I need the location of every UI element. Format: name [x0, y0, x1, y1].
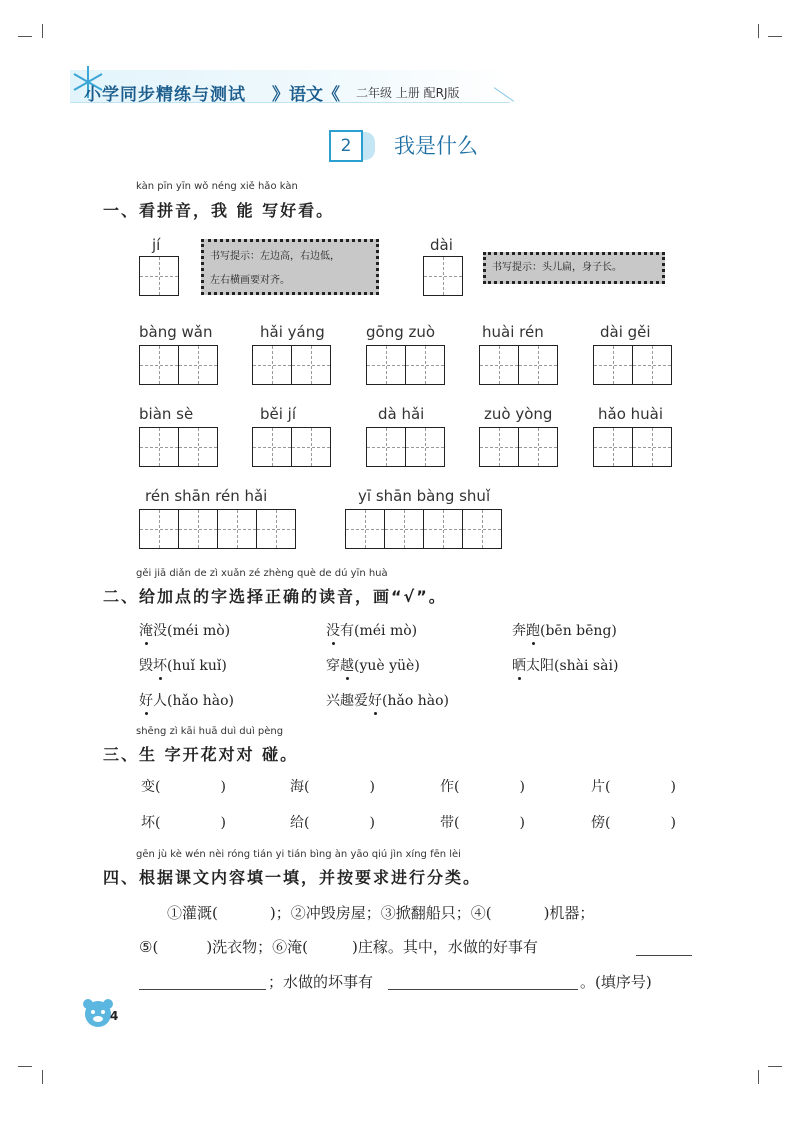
char-blank[interactable]: 变( ) [141, 779, 226, 795]
reading-item[interactable]: 兴趣爱好(hǎo hào) [326, 690, 449, 710]
dotted-char: 坏 [153, 655, 167, 675]
section3-title: 三、生 字开花对对 碰。 [103, 745, 299, 764]
crop-mark [42, 24, 43, 38]
dotted-char: 淹 [139, 620, 153, 640]
crop-mark [42, 1070, 43, 1084]
word-pinyin: biàn sè [139, 405, 194, 423]
lesson-title: 我是什么 [394, 134, 478, 158]
char-blank[interactable]: 傍( ) [591, 815, 676, 831]
char2-grid[interactable] [423, 256, 463, 296]
word-pinyin: dà hǎi [378, 405, 425, 423]
subject-label: 》语文《 [272, 85, 340, 105]
word-grid[interactable] [366, 427, 445, 467]
crop-mark [768, 36, 782, 37]
char-blank[interactable]: 坏( ) [141, 815, 226, 831]
word-grid[interactable] [139, 345, 218, 385]
answer-line[interactable] [636, 955, 692, 956]
word-grid[interactable] [593, 427, 672, 467]
word-pinyin: yī shān bàng shuǐ [358, 487, 491, 505]
char1-pinyin: jí [152, 236, 161, 254]
fill-line-2: ⑤( )洗衣物；⑥淹( )庄稼。其中，水做的好事有 [139, 938, 538, 956]
char1-grid[interactable] [139, 256, 179, 296]
word-grid[interactable] [252, 345, 331, 385]
dotted-char: 没 [326, 620, 340, 640]
section2-title: 二、给加点的字选择正确的读音，画“√”。 [103, 587, 447, 606]
reading-item[interactable]: 晒太阳(shài sài) [512, 655, 618, 675]
word-grid[interactable] [479, 427, 558, 467]
reading-item[interactable]: 好人(hǎo hào) [139, 690, 234, 710]
word-pinyin: gōng zuò [366, 323, 436, 341]
series-title: 小学同步精练与测试 [84, 85, 246, 105]
crop-mark [768, 1066, 782, 1067]
word-pinyin: běi jí [260, 405, 297, 423]
word-pinyin: bàng wǎn [139, 323, 213, 341]
dotted-char: 好 [368, 690, 382, 710]
section3-pinyin: shēng zì kāi huā duì duì pèng [136, 726, 284, 737]
dotted-char: 越 [340, 655, 354, 675]
char-blank[interactable]: 海( ) [290, 779, 375, 795]
dotted-char: 晒 [512, 655, 526, 675]
word-grid[interactable] [366, 345, 445, 385]
hint2-box: 书写提示：头儿扁，身子长。 [483, 252, 665, 284]
word-grid[interactable] [139, 427, 218, 467]
word-pinyin: hǎo huài [598, 405, 664, 423]
lesson-tab [361, 132, 375, 160]
char-blank[interactable]: 带( ) [440, 815, 525, 831]
word-pinyin: dài gěi [600, 323, 651, 341]
page-number: 4 [110, 1009, 119, 1023]
answer-line[interactable] [139, 989, 266, 990]
dotted-char: 好 [139, 690, 153, 710]
reading-item[interactable]: 淹没(méi mò) [139, 620, 230, 640]
word-pinyin: hǎi yáng [260, 323, 325, 341]
fill-line-1: ①灌溉( )；②冲毁房屋；③掀翻船只；④( )机器； [167, 904, 595, 922]
reading-item[interactable]: 没有(méi mò) [326, 620, 417, 640]
word-pinyin: huài rén [482, 323, 544, 341]
section2-pinyin: gěi jiā diǎn de zì xuǎn zé zhèng què de dú yīn huà [136, 568, 388, 579]
fill-line-3b: 。(填序号) [580, 973, 652, 991]
reading-item[interactable]: 穿越(yuè yüè) [326, 655, 420, 675]
section4-title: 四、根据课文内容填一填，并按要求进行分类。 [103, 868, 482, 887]
word-grid[interactable] [479, 345, 558, 385]
crop-mark [18, 1066, 32, 1067]
char2-pinyin: dài [430, 236, 453, 254]
reading-item[interactable]: 毁坏(huǐ kuǐ) [139, 655, 227, 675]
section1-title: 一、看拼音，我 能 写好看。 [103, 201, 335, 220]
section4-pinyin: gēn jù kè wén nèi róng tián yi tián bìng àn yāo qiú jìn xíng fēn lèi [136, 849, 461, 860]
word-grid[interactable] [252, 427, 331, 467]
crop-mark [18, 36, 32, 37]
char-blank[interactable]: 给( ) [290, 815, 375, 831]
word-grid[interactable] [345, 509, 502, 549]
dotted-char: 跑 [526, 620, 540, 640]
word-pinyin: rén shān rén hǎi [145, 487, 268, 505]
crop-mark [758, 24, 759, 38]
reading-item[interactable]: 奔跑(bēn bēng) [512, 620, 617, 640]
section1-pinyin: kàn pīn yīn wǒ néng xiě hǎo kàn [136, 181, 298, 192]
word-pinyin: zuò yòng [484, 405, 553, 423]
hint1-line2: 左右横画要对齐。 [210, 275, 290, 286]
answer-line[interactable] [388, 989, 578, 990]
hint1-box [201, 239, 379, 295]
word-grid[interactable] [593, 345, 672, 385]
lesson-number: 2 [329, 130, 363, 162]
char-blank[interactable]: 作( ) [440, 779, 525, 795]
crop-mark [758, 1070, 759, 1084]
fill-line-3a: ；水做的坏事有 [268, 973, 374, 991]
word-grid[interactable] [139, 509, 296, 549]
char-blank[interactable]: 片( ) [591, 779, 676, 795]
grade-info: 二年级 上册 配RJ版 [356, 86, 460, 100]
hint1-line1: 书写提示：左边高，右边低， [210, 251, 340, 262]
